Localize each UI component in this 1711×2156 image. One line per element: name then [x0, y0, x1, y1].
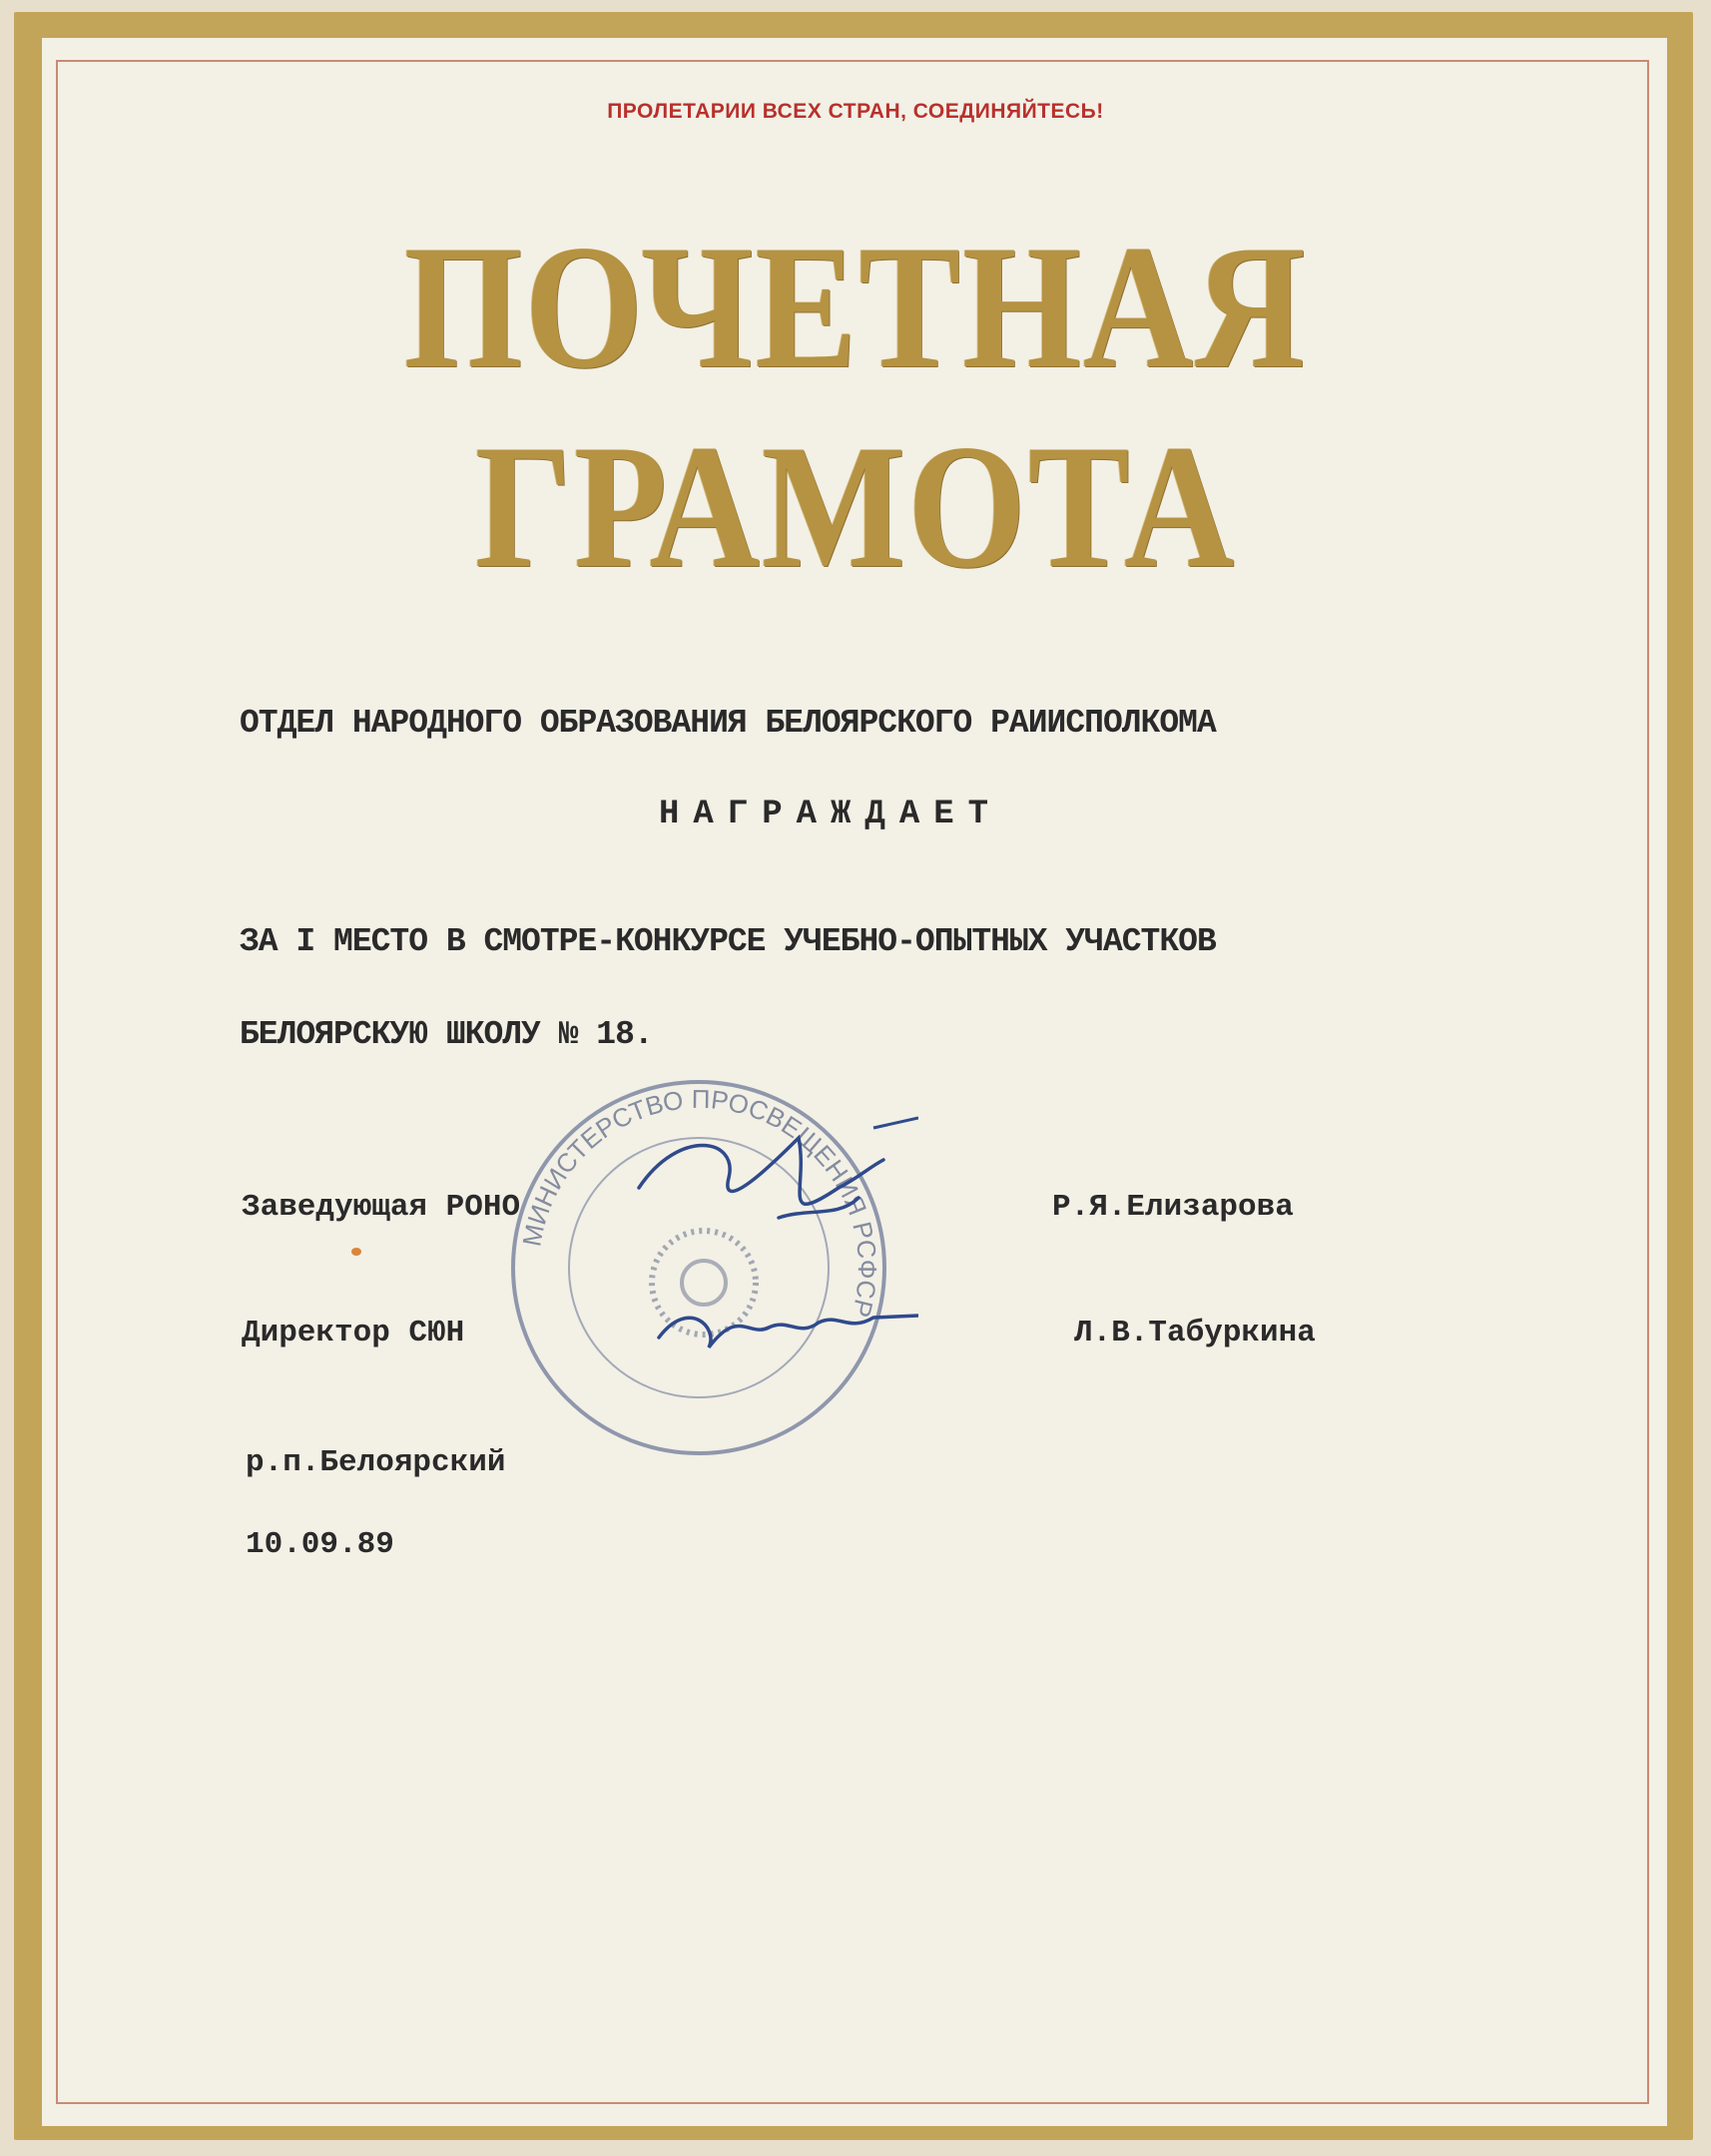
stamp-text: МИНИСТЕРСТВО ПРОСВЕЩЕНИЯ РСФСР: [516, 1083, 883, 1321]
ink-mark: [351, 1248, 361, 1256]
signer-role-1: Заведующая РОНО: [242, 1190, 521, 1225]
signature-2: [659, 1316, 918, 1348]
recipient-text: БЕЛОЯРСКУЮ ШКОЛУ № 18.: [240, 1016, 653, 1053]
official-stamp: [479, 1068, 918, 1467]
signer-role-2: Директор СЮН: [242, 1316, 465, 1350]
stamp-inner-ring: [569, 1138, 829, 1397]
title-line-1: ПОЧЕТНАЯ: [403, 208, 1308, 405]
stamp-emblem: [652, 1231, 756, 1335]
place-text: р.п.Белоярский: [246, 1445, 506, 1480]
reason-text: ЗА I МЕСТО В СМОТРЕ-КОНКУРСЕ УЧЕБНО-ОПЫТНЫХ УЧАСТКОВ: [240, 923, 1216, 960]
signer-name-1: Р.Я.Елизарова: [1052, 1190, 1294, 1225]
signature-1-tail: [873, 1118, 918, 1128]
awards-text: НАГРАЖДАЕТ: [659, 796, 1003, 833]
issuer-text: ОТДЕЛ НАРОДНОГО ОБРАЗОВАНИЯ БЕЛОЯРСКОГО РАИИСПОЛКОМА: [240, 705, 1216, 742]
date-text: 10.09.89: [246, 1527, 394, 1562]
title-line-2: ГРАМОТА: [474, 407, 1237, 605]
motto-text: ПРОЛЕТАРИИ ВСЕХ СТРАН, СОЕДИНЯЙТЕСЬ!: [607, 100, 1104, 123]
signer-name-2: Л.В.Табуркина: [1074, 1316, 1316, 1350]
